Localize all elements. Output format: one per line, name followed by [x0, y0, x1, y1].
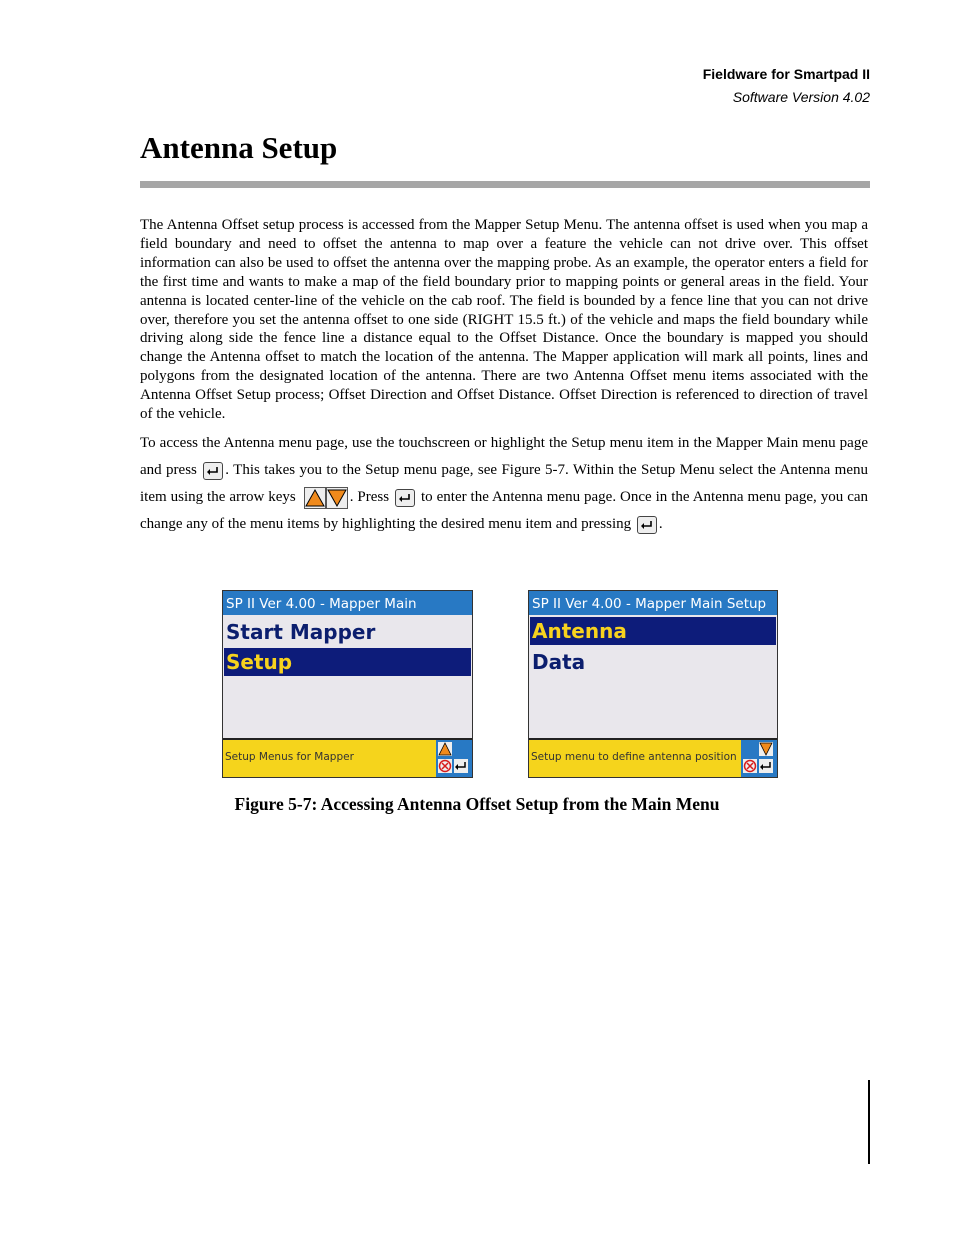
- page-title: Antenna Setup: [140, 130, 338, 165]
- status-text: Setup Menus for Mapper: [225, 751, 354, 763]
- screen-title-bar: SP II Ver 4.00 - Mapper Main Setup: [529, 591, 777, 615]
- header-version: Software Version 4.02: [732, 89, 870, 105]
- paragraph-access-text-5: .: [658, 516, 663, 533]
- soft-button-box: [436, 740, 472, 777]
- up-arrow-icon[interactable]: [438, 742, 452, 756]
- status-text: Setup menu to define antenna position: [531, 751, 737, 763]
- paragraph-access-text-2: . This takes you to the Setup menu page, see Figure 5-7. Within the Setup Menu select the Antenna menu item using the arrow keys: [140, 462, 868, 505]
- menu-item-data[interactable]: Data: [532, 650, 586, 674]
- screen-title-bar: SP II Ver 4.00 - Mapper Main: [223, 591, 472, 615]
- screen-mapper-setup: [528, 590, 778, 778]
- enter-key-icon: [637, 516, 657, 534]
- menu-item-antenna[interactable]: Antenna: [530, 617, 776, 645]
- page-margin-line: [868, 1080, 870, 1164]
- enter-icon[interactable]: [454, 759, 468, 773]
- paragraph-intro: The Antenna Offset setup process is accessed from the Mapper Setup Menu. The antenna offset is used when you map a field boundary and need to offset the antenna to map over a feature the vehicle can not drive over. This offset information can also be used to offset the antenna over the mapping probe. As an example, the operator enters a field for the first time and wants to make a map of the field boundary prior to mapping points or general areas in the field. Your antenna is located center-line of the vehicle on the cab roof. The field is bounded by a fence line that you can not drive over, therefore you set the antenna offset to one side (RIGHT 15.5 ft.) of the vehicle and maps the field boundary while driving along side the fence line a distance equal to the Offset Distance. Once the boundary is mapped you should change the Antenna offset to match the location of the antenna. The Mapper application will mark all points, lines and polygons from the designated location of the antenna. There are two Antenna Offset menu items associated with the Antenna Offset Setup process; Offset Direction and Offset Distance. Offset Direction is referenced to direction of travel of the vehicle.: [140, 217, 868, 423]
- status-bar: [529, 738, 777, 777]
- enter-key-icon: [203, 462, 223, 480]
- paragraph-access-text-3: . Press: [349, 489, 390, 505]
- menu-item-setup[interactable]: Setup: [224, 648, 471, 676]
- header-product: Fieldware for Smartpad II: [702, 66, 870, 82]
- screen-mapper-main: [222, 590, 473, 778]
- down-arrow-key-icon: [326, 487, 348, 509]
- enter-key-icon: [395, 489, 415, 507]
- enter-icon[interactable]: [759, 759, 773, 773]
- cancel-icon[interactable]: [743, 759, 757, 773]
- down-arrow-icon[interactable]: [759, 742, 773, 756]
- up-arrow-key-icon: [304, 487, 326, 509]
- soft-button-box: [741, 740, 777, 777]
- paragraph-access-text-4: to enter the Antenna menu page. Once in the Antenna menu page, you can change any of the menu items by highlighting the desired menu item and pressing: [140, 489, 869, 533]
- arrow-keys-icon: [304, 484, 348, 511]
- status-bar: [223, 738, 472, 777]
- figure-caption: Figure 5-7: Accessing Antenna Offset Setup from the Main Menu: [234, 794, 720, 814]
- cancel-icon[interactable]: [438, 759, 452, 773]
- menu-item-start-mapper[interactable]: Start Mapper: [226, 620, 376, 644]
- paragraph-access: [140, 430, 868, 538]
- title-rule: [140, 181, 870, 188]
- paragraph-access-text-1: To access the Antenna menu page, use the touchscreen or highlight the Setup menu item in the Mapper Main menu page and press: [140, 435, 868, 478]
